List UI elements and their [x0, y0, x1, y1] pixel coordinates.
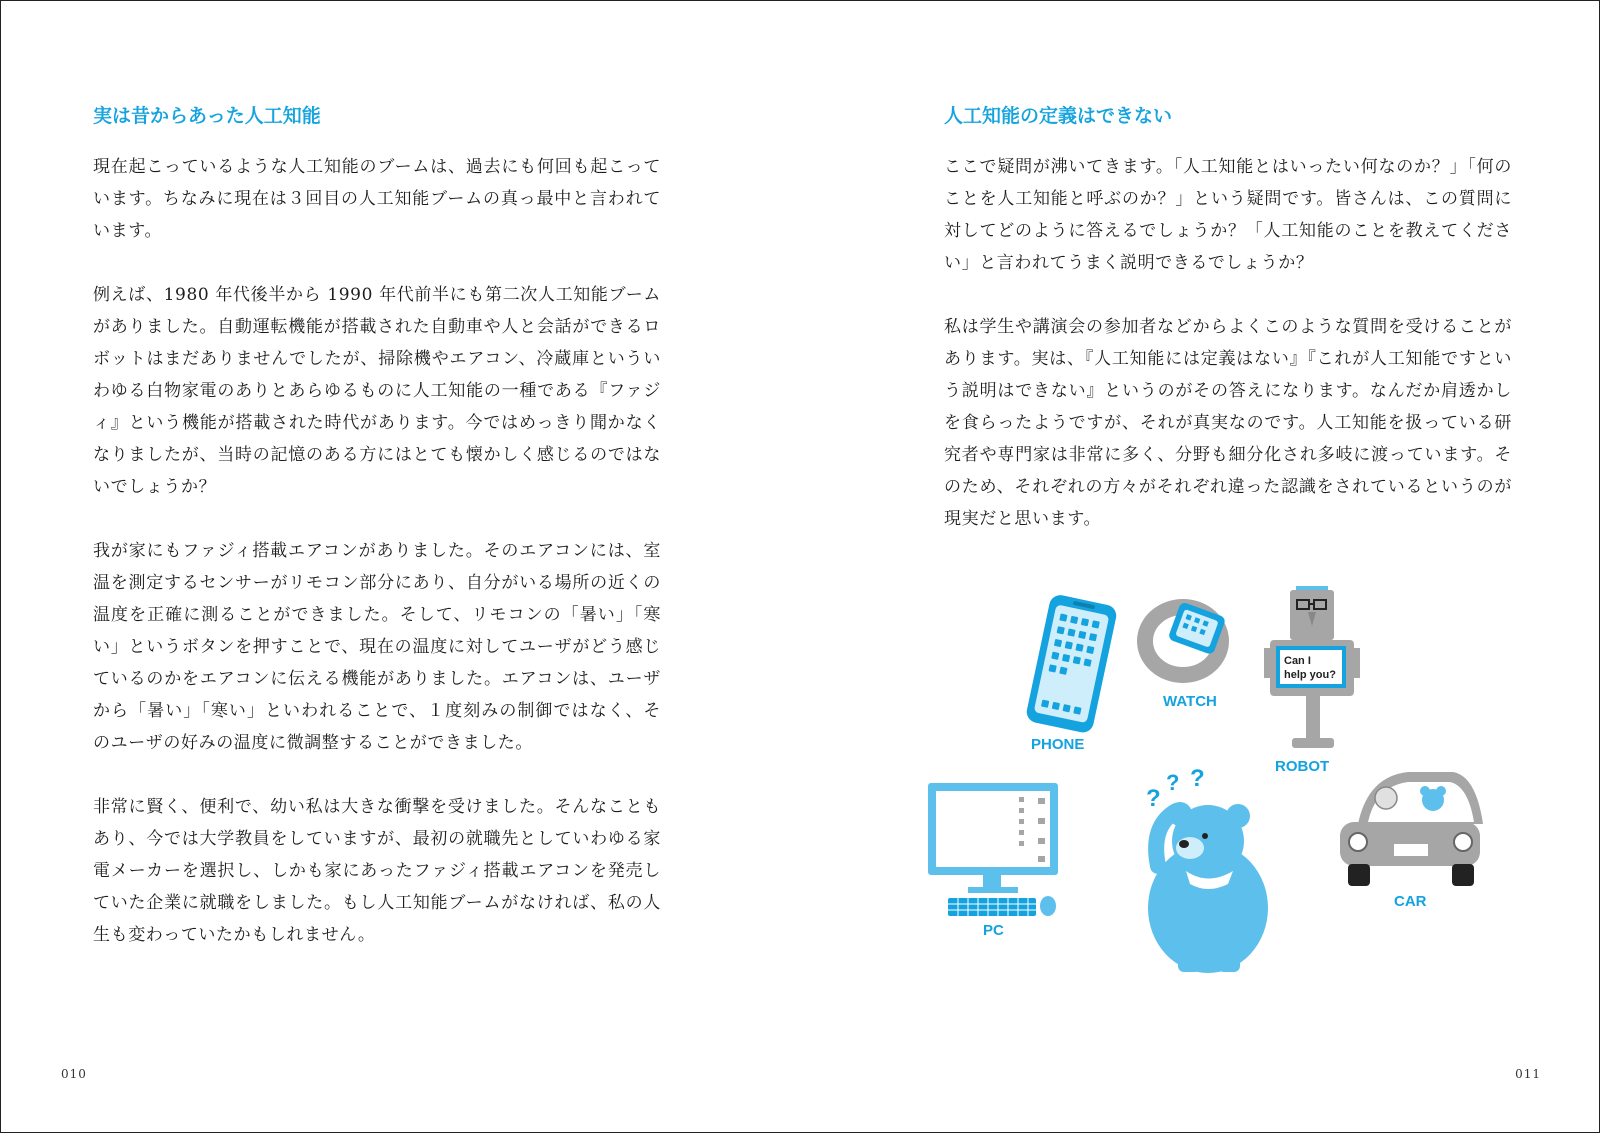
pc-icon	[928, 783, 1058, 916]
illustration-svg	[928, 586, 1518, 996]
robot-sign-line2: help you?	[1284, 669, 1336, 681]
ai-devices-illustration	[928, 586, 1518, 996]
bear-character	[1146, 765, 1268, 973]
left-paragraph-1: 現在起こっているような人工知能のブームは、過去にも何回も起こっています。ちなみに現在は３回目の人工知能ブームの真っ最中と言われています。	[93, 157, 661, 241]
pc-label: PC	[983, 922, 1004, 939]
robot-sign-line1: Can I	[1284, 655, 1311, 667]
question-mark-icon: ?	[1166, 770, 1180, 795]
phone-label: PHONE	[1031, 736, 1085, 753]
left-heading: 実は昔からあった人工知能	[93, 105, 321, 127]
robot-icon	[1264, 586, 1360, 748]
phone-icon	[1025, 593, 1119, 734]
right-paragraph-1: ここで疑問が沸いてきます。「人工知能とはいったい何なのか？」「何のことを人工知能と呼ぶのか？」という疑問です。皆さんは、この質問に対してどのように答えるでしょうか？「人工知能のことを教えてください」と言われてうまく説明できるでしょうか？	[944, 157, 1512, 273]
right-body	[944, 151, 1512, 567]
robot-label: ROBOT	[1275, 758, 1330, 775]
left-paragraph-3: 我が家にもファジィ搭載エアコンがありました。そのエアコンには、室温を測定するセンサーがリモコン部分にあり、自分がいる場所の近くの温度を正確に測ることができました。そして、リモコンの「暑い」「寒い」というボタンを押すことで、現在の温度に対してユーザがどう感じているのかをエアコンに伝える機能がありました。エアコンは、ユーザから「暑い」「寒い」といわれることで、１度刻みの制御ではなく、そのユーザの好みの温度に微調整することができました。	[93, 541, 661, 753]
left-body	[93, 151, 661, 983]
left-paragraph-4: 非常に賢く、便利で、幼い私は大きな衝撃を受けました。そんなこともあり、今では大学教員をしていますが、最初の就職先としていわゆる家電メーカーを選択し、しかも家にあったファジィ搭載エアコンを発売していた企業に就職をしました。もし人工知能ブームがなければ、私の人生も変わっていたかもしれません。	[93, 797, 661, 945]
right-heading: 人工知能の定義はできない	[944, 105, 1173, 127]
question-mark-icon: ?	[1190, 765, 1205, 792]
right-page-number: 011	[1515, 1067, 1541, 1081]
right-paragraph-2: 私は学生や講演会の参加者などからよくこのような質問を受けることがあります。実は、『人工知能には定義はない』『これが人工知能ですという説明はできない』というのがその答えになります。なんだか肩透かしを食らったようですが、それが真実なのです。人工知能を扱っている研究者や専門家は非常に多く、分野も細分化され多岐に渡っています。そのため、それぞれの方々がそれぞれ違った認識をされているというのが現実だと思います。	[944, 317, 1512, 529]
watch-label: WATCH	[1163, 693, 1217, 710]
car-icon	[1340, 772, 1483, 886]
watch-icon	[1145, 601, 1226, 675]
car-label: CAR	[1394, 893, 1427, 910]
left-page-number: 010	[61, 1067, 87, 1081]
question-marks-icon: ?	[1146, 785, 1161, 812]
left-page	[1, 1, 800, 1132]
left-paragraph-2: 例えば、1980 年代後半から 1990 年代前半にも第二次人工知能ブームがありました。自動運転機能が搭載された自動車や人と会話ができるロボットはまだありませんでしたが、掃除機やエアコン、冷蔵庫といういわゆる白物家電のありとあらゆるものに人工知能の一種である『ファジィ』という機能が搭載された時代があります。今ではめっきり聞かなくなりましたが、当時の記憶のある方にはとても懐かしく感じるのではないでしょうか？	[93, 285, 661, 497]
